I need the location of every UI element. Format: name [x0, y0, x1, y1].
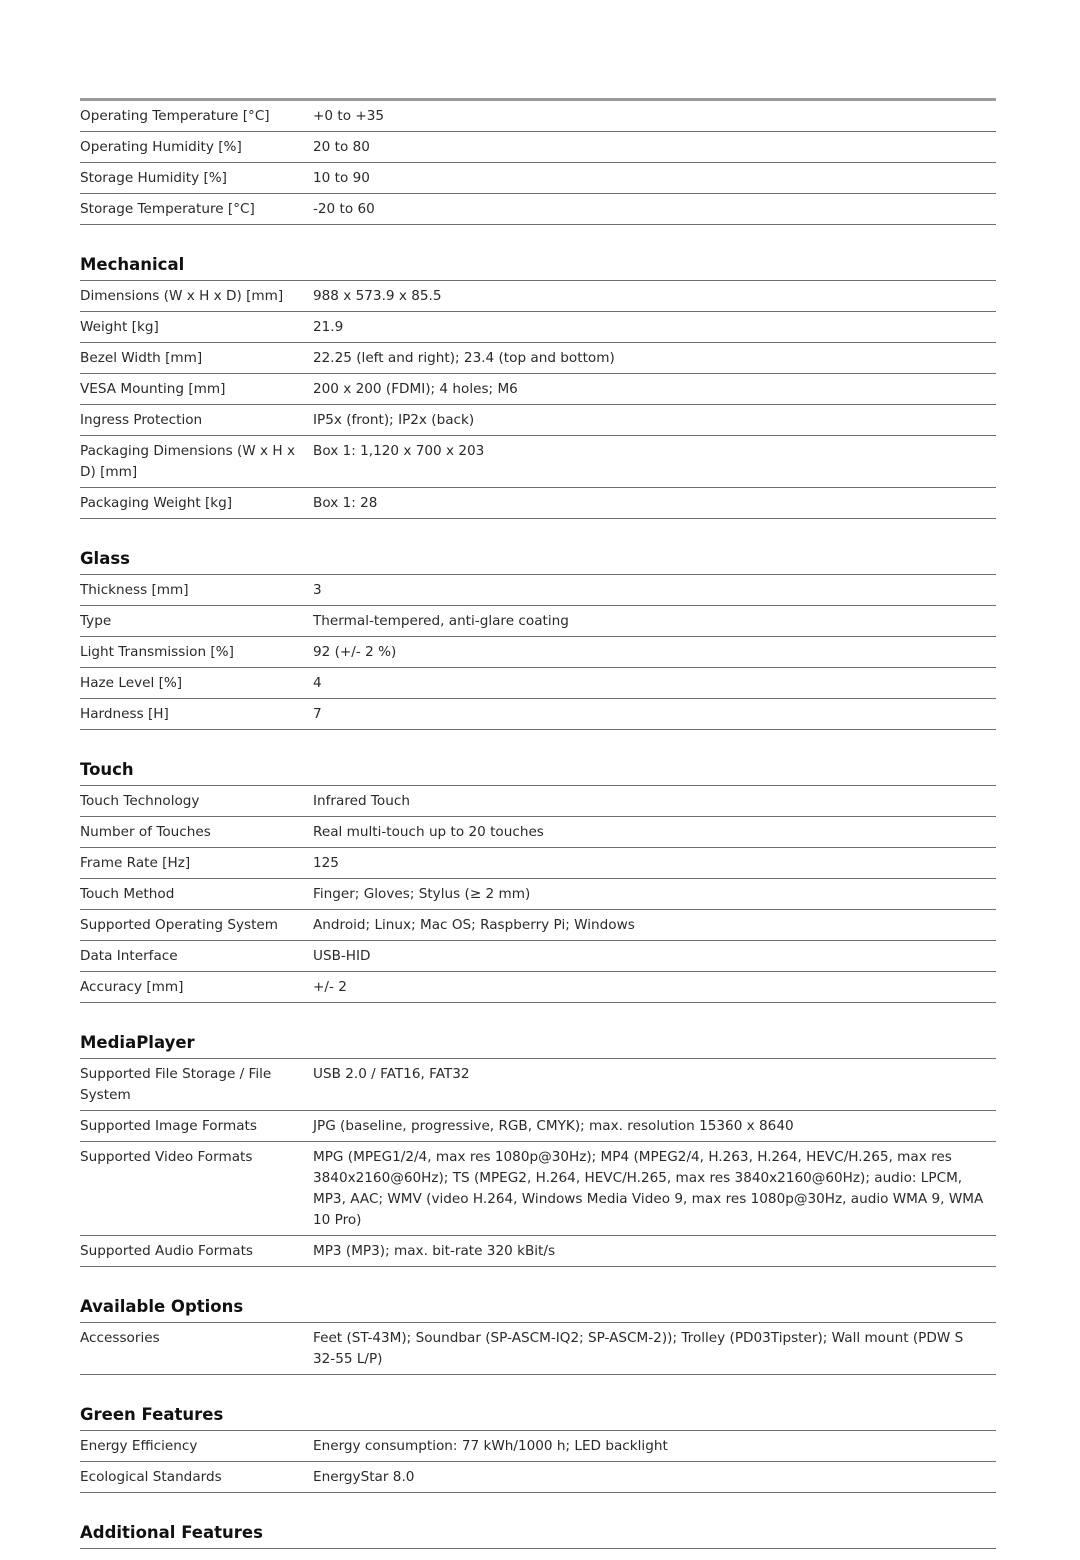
- spec-row: [80, 1431, 996, 1462]
- spec-row: [80, 1059, 996, 1111]
- spec-value: MP3 (MP3); max. bit-rate 320 kBit/s: [313, 1243, 556, 1259]
- spec-label: Operating Humidity [%]: [80, 139, 242, 155]
- spec-value: 22.25 (left and right); 23.4 (top and bottom): [313, 350, 615, 366]
- spec-label: Weight [kg]: [80, 319, 159, 335]
- spec-value: IP5x (front); IP2x (back): [313, 412, 475, 428]
- spec-value: Real multi-touch up to 20 touches: [313, 824, 544, 840]
- spec-label: VESA Mounting [mm]: [80, 381, 226, 397]
- spec-label: Type: [80, 613, 112, 629]
- spec-row: [80, 132, 996, 163]
- section-title: Touch: [80, 755, 996, 786]
- spec-value: USB 2.0 / FAT16, FAT32: [313, 1066, 470, 1082]
- spec-label: Dimensions (W x H x D) [mm]: [80, 288, 284, 304]
- spec-row: [80, 405, 996, 436]
- spec-label: Storage Humidity [%]: [80, 170, 227, 186]
- spec-label: Touch Technology: [80, 793, 200, 809]
- section-title: Available Options: [80, 1292, 996, 1323]
- spec-row: [80, 879, 996, 910]
- spec-label: Supported Image Formats: [80, 1118, 257, 1134]
- spec-section: [80, 1292, 996, 1375]
- spec-row: [80, 488, 996, 519]
- spec-section: [80, 250, 996, 519]
- spec-label: Supported Operating System: [80, 917, 279, 933]
- spec-row: [80, 699, 996, 730]
- spec-label: Energy Efficiency: [80, 1438, 198, 1454]
- spec-section: [80, 1400, 996, 1493]
- section-title: Green Features: [80, 1400, 996, 1431]
- spec-label: Thickness [mm]: [80, 582, 189, 598]
- spec-label: Supported Audio Formats: [80, 1243, 253, 1259]
- spec-value: 10 to 90: [313, 170, 370, 186]
- spec-label: Packaging Weight [kg]: [80, 495, 233, 511]
- spec-value: MPG (MPEG1/2/4, max res 1080p@30Hz); MP4 (MPEG2/4, H.263, H.264, HEVC/H.265, max res 3840x2160@60Hz); TS (MPEG2, H.264, HEVC/H.265, max res 3840x2160@60Hz); audio: LPCM, MP3, AAC; WMV (video H.264, Windows Media Video 9, max res 1080p@30Hz, audio WMA 9, WMA 10 Pro): [313, 1149, 984, 1228]
- spec-value: USB-HID: [313, 948, 371, 964]
- spec-value: 20 to 80: [313, 139, 370, 155]
- spec-value: Energy consumption: 77 kWh/1000 h; LED backlight: [313, 1438, 668, 1454]
- spec-section: [80, 544, 996, 730]
- spec-value: 200 x 200 (FDMI); 4 holes; M6: [313, 381, 518, 397]
- spec-row: [80, 101, 996, 132]
- spec-row: [80, 817, 996, 848]
- spec-value: +/- 2: [313, 979, 347, 995]
- spec-value: 3: [313, 582, 322, 598]
- spec-label: Supported File Storage / File System: [80, 1066, 272, 1103]
- section-title: Additional Features: [80, 1518, 996, 1549]
- spec-label: Hardness [H]: [80, 706, 169, 722]
- spec-label: Bezel Width [mm]: [80, 350, 203, 366]
- spec-value: 7: [313, 706, 322, 722]
- spec-row: [80, 786, 996, 817]
- spec-row: [80, 374, 996, 405]
- spec-value: Finger; Gloves; Stylus (≥ 2 mm): [313, 886, 531, 902]
- spec-row: [80, 312, 996, 343]
- spec-value: 988 x 573.9 x 85.5: [313, 288, 442, 304]
- spec-label: Operating Temperature [°C]: [80, 108, 270, 124]
- spec-value: 125: [313, 855, 339, 871]
- spec-value: EnergyStar 8.0: [313, 1469, 415, 1485]
- spec-row: [80, 941, 996, 972]
- spec-value: JPG (baseline, progressive, RGB, CMYK); max. resolution 15360 x 8640: [313, 1118, 794, 1134]
- spec-row: [80, 163, 996, 194]
- spec-label: Supported Video Formats: [80, 1149, 253, 1165]
- spec-row: [80, 668, 996, 699]
- spec-section: [80, 101, 996, 225]
- spec-value: 92 (+/- 2 %): [313, 644, 397, 660]
- spec-row: [80, 194, 996, 225]
- spec-value: Infrared Touch: [313, 793, 410, 809]
- spec-value: Box 1: 1,120 x 700 x 203: [313, 443, 485, 459]
- spec-label: Haze Level [%]: [80, 675, 183, 691]
- spec-label: Light Transmission [%]: [80, 644, 234, 660]
- spec-row: [80, 1111, 996, 1142]
- spec-row: [80, 1323, 996, 1375]
- spec-value: Android; Linux; Mac OS; Raspberry Pi; Windows: [313, 917, 635, 933]
- spec-row: [80, 1236, 996, 1267]
- spec-label: Number of Touches: [80, 824, 211, 840]
- spec-row: [80, 1462, 996, 1493]
- spec-row: [80, 343, 996, 374]
- spec-row: [80, 1142, 996, 1236]
- spec-row: [80, 848, 996, 879]
- spec-row: [80, 575, 996, 606]
- spec-row: [80, 637, 996, 668]
- spec-row: [80, 436, 996, 488]
- section-title: MediaPlayer: [80, 1028, 996, 1059]
- spec-label: Accessories: [80, 1330, 160, 1346]
- spec-label: Ingress Protection: [80, 412, 203, 428]
- spec-label: Ecological Standards: [80, 1469, 222, 1485]
- spec-value: +0 to +35: [313, 108, 385, 124]
- spec-row: [80, 281, 996, 312]
- spec-row: [80, 910, 996, 941]
- spec-row: [80, 972, 996, 1003]
- spec-value: Box 1: 28: [313, 495, 378, 511]
- spec-label: Storage Temperature [°C]: [80, 201, 255, 217]
- spec-value: 21.9: [313, 319, 344, 335]
- spec-value: Thermal-tempered, anti-glare coating: [313, 613, 569, 629]
- spec-label: Data Interface: [80, 948, 178, 964]
- spec-value: -20 to 60: [313, 201, 375, 217]
- spec-value: Feet (ST-43M); Soundbar (SP-ASCM-IQ2; SP-ASCM-2)); Trolley (PD03Tipster); Wall mount (PDW S 32-55 L/P): [313, 1330, 964, 1367]
- spec-label: Packaging Dimensions (W x H x D) [mm]: [80, 443, 296, 480]
- spec-section: [80, 1028, 996, 1267]
- spec-label: Touch Method: [80, 886, 175, 902]
- spec-sections: [80, 101, 996, 1549]
- spec-row: [80, 606, 996, 637]
- section-title: Glass: [80, 544, 996, 575]
- spec-sheet: [80, 98, 996, 1549]
- spec-section: [80, 755, 996, 1003]
- spec-value: 4: [313, 675, 322, 691]
- spec-label: Accuracy [mm]: [80, 979, 184, 995]
- spec-label: Frame Rate [Hz]: [80, 855, 191, 871]
- section-title: Mechanical: [80, 250, 996, 281]
- spec-section: [80, 1518, 996, 1549]
